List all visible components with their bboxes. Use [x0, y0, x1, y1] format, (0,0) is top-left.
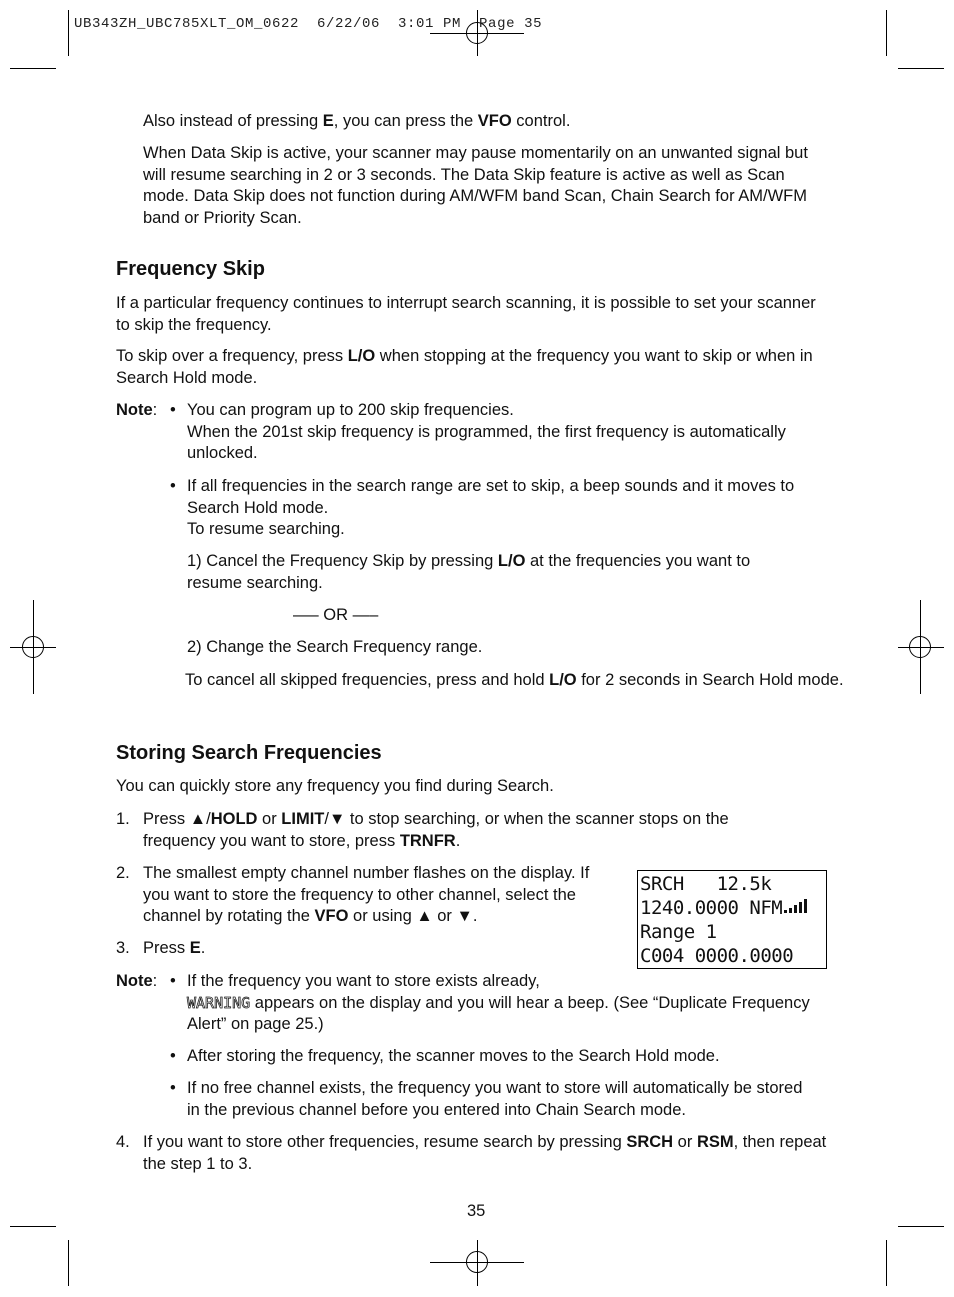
bullet: •: [170, 1047, 176, 1065]
lcd-display: [637, 870, 827, 969]
signal-strength-icon: [782, 898, 812, 914]
step-4: If you want to store other frequencies, resume search by pressing SRCH or RSM, then repeat the step 1 to 3.: [143, 1133, 827, 1173]
or-divider: —– OR —–: [293, 606, 379, 624]
crop-mark: [886, 1240, 887, 1286]
cancel-skip-paragraph: To cancel all skipped frequencies, press and hold L/O for 2 seconds in Search Hold mode.: [185, 671, 844, 689]
note-label: Note:: [116, 401, 158, 419]
storing-heading: Storing Search Frequencies: [116, 742, 382, 764]
lcd-row-2: 1240.0000 NFM: [640, 896, 826, 920]
note-label: Note:: [116, 972, 158, 990]
note-item-skip-limit: You can program up to 200 skip frequencies. When the 201st skip frequency is programmed, the first frequency is automatically unlocked.: [187, 401, 786, 462]
storing-intro: You can quickly store any frequency you find during Search.: [116, 777, 554, 795]
intro-vfo-line: Also instead of pressing E, you can press the VFO control.: [143, 112, 571, 130]
step-number: 4.: [116, 1133, 130, 1151]
resume-option-1: 1) Cancel the Frequency Skip by pressing L/O at the frequencies you want to resume searching.: [187, 552, 751, 592]
note-search-hold: After storing the frequency, the scanner moves to the Search Hold mode.: [187, 1047, 720, 1065]
bullet: •: [170, 401, 176, 419]
crop-mark: [898, 68, 944, 69]
step-number: 2.: [116, 864, 130, 882]
bullet: •: [170, 477, 176, 495]
frequency-skip-para2: To skip over a frequency, press L/O when stopping at the frequency you want to skip or when in Search Hold mode.: [116, 347, 813, 387]
step-1: Press ▲/HOLD or LIMIT/▼ to stop searching, or when the scanner stops on the frequency you want to store, press TRNFR.: [143, 810, 729, 850]
bullet: •: [170, 972, 176, 990]
step-number: 3.: [116, 939, 130, 957]
lcd-row-1: SRCH 12.5k: [640, 873, 772, 895]
page-number: 35: [467, 1202, 486, 1220]
crop-mark: [68, 10, 69, 56]
crop-mark: [898, 1226, 944, 1227]
crop-mark: [10, 1226, 56, 1227]
print-slug: UB343ZH_UBC785XLT_OM_0622 6/22/06 3:01 PM Page 35: [74, 16, 543, 32]
lcd-row-3: Range 1: [640, 921, 717, 943]
bullet: •: [170, 1079, 176, 1097]
step-number: 1.: [116, 810, 130, 828]
crop-mark: [10, 68, 56, 69]
note-no-free-channel: If no free channel exists, the frequency you want to store will automatically be stored in the previous channel before you entered into Chain Search mode.: [187, 1079, 803, 1119]
data-skip-paragraph: When Data Skip is active, your scanner may pause momentarily on an unwanted signal but will resume searching in 2 or 3 seconds. The Data Skip feature is active as well as Scan mode. Data Skip does not function during AM/WFM band Scan, Chain Search for AM/WFM band or Priority Scan.: [143, 144, 808, 227]
note-duplicate-warning: If the frequency you want to store exists already, WARNING appears on the display and you will hear a beep. (See “Duplicate Frequency Alert” on page 25.): [187, 972, 810, 1033]
warning-lcd-text: WARNING: [187, 993, 251, 1012]
crop-mark: [886, 10, 887, 56]
lcd-row-4: C004 0000.0000: [640, 945, 794, 967]
frequency-skip-heading: Frequency Skip: [116, 258, 265, 280]
frequency-skip-para1: If a particular frequency continues to interrupt search scanning, it is possible to set your scanner to skip the frequency.: [116, 294, 816, 334]
crop-mark: [68, 1240, 69, 1286]
note-item-all-skipped: If all frequencies in the search range are set to skip, a beep sounds and it moves to Search Hold mode. To resume searching.: [187, 477, 795, 538]
step-2: The smallest empty channel number flashes on the display. If you want to store the frequency to other channel, select the channel by rotating the VFO or using ▲ or ▼.: [143, 864, 590, 925]
resume-option-2: 2) Change the Search Frequency range.: [187, 638, 483, 656]
step-3: Press E.: [143, 939, 206, 957]
